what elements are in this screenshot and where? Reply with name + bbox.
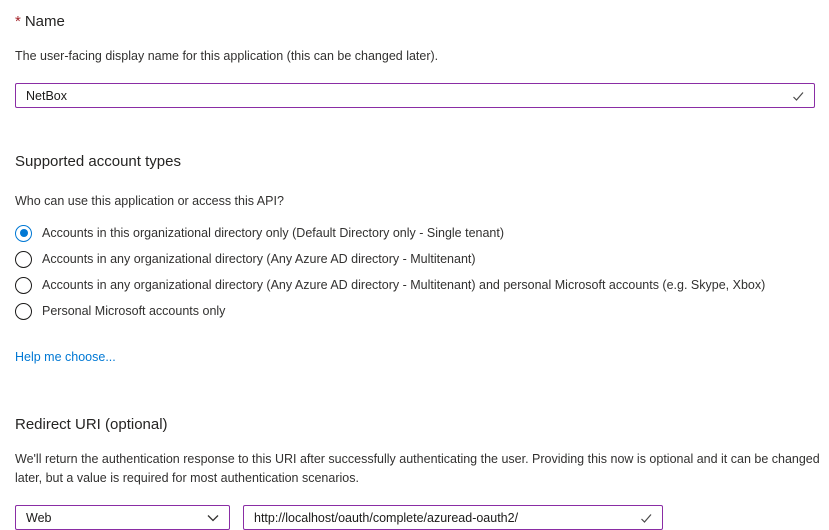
radio-option-label: Accounts in any organizational directory (Any Azure AD directory - Multitenant) and personal Microsoft accounts (e.g. Skype, Xbox) xyxy=(42,278,766,292)
name-input-container xyxy=(15,83,815,108)
name-input[interactable] xyxy=(16,89,790,103)
redirect-uri-input[interactable] xyxy=(244,511,638,525)
account-types-heading: Supported account types xyxy=(15,153,181,170)
platform-select-value: Web xyxy=(26,510,52,525)
redirect-uri-description: We'll return the authentication response to this URI after successfully authenticating the user. Providing this now is optional and it can be changed later, but a value is required for most authentication scenarios. xyxy=(15,452,820,485)
radio-unselected-icon xyxy=(15,277,32,294)
redirect-uri-row xyxy=(15,505,815,530)
radio-option-label: Personal Microsoft accounts only xyxy=(42,304,226,318)
name-heading-label: Name xyxy=(24,13,65,30)
name-section-heading xyxy=(15,12,815,32)
radio-option-personal-only[interactable] xyxy=(15,298,815,324)
radio-option-multitenant[interactable] xyxy=(15,246,815,272)
redirect-uri-input-container xyxy=(243,505,663,530)
radio-option-single-tenant[interactable] xyxy=(15,220,815,246)
radio-unselected-icon xyxy=(15,303,32,320)
chevron-down-icon xyxy=(205,510,221,526)
check-icon xyxy=(638,510,654,526)
radio-unselected-icon xyxy=(15,251,32,268)
required-asterisk: * xyxy=(15,13,21,30)
platform-select[interactable] xyxy=(15,505,230,530)
check-icon xyxy=(790,88,806,104)
radio-selected-icon xyxy=(15,225,32,242)
account-types-question: Who can use this application or access this API? xyxy=(15,194,284,208)
help-me-choose-link[interactable]: Help me choose... xyxy=(15,350,116,364)
redirect-uri-heading: Redirect URI (optional) xyxy=(15,416,168,433)
radio-option-label: Accounts in this organizational directory only (Default Directory only - Single tenant) xyxy=(42,226,505,240)
radio-option-label: Accounts in any organizational directory (Any Azure AD directory - Multitenant) xyxy=(42,252,476,266)
account-types-radio-group xyxy=(15,220,815,324)
name-description: The user-facing display name for this application (this can be changed later). xyxy=(15,49,439,63)
radio-option-multitenant-personal[interactable] xyxy=(15,272,815,298)
